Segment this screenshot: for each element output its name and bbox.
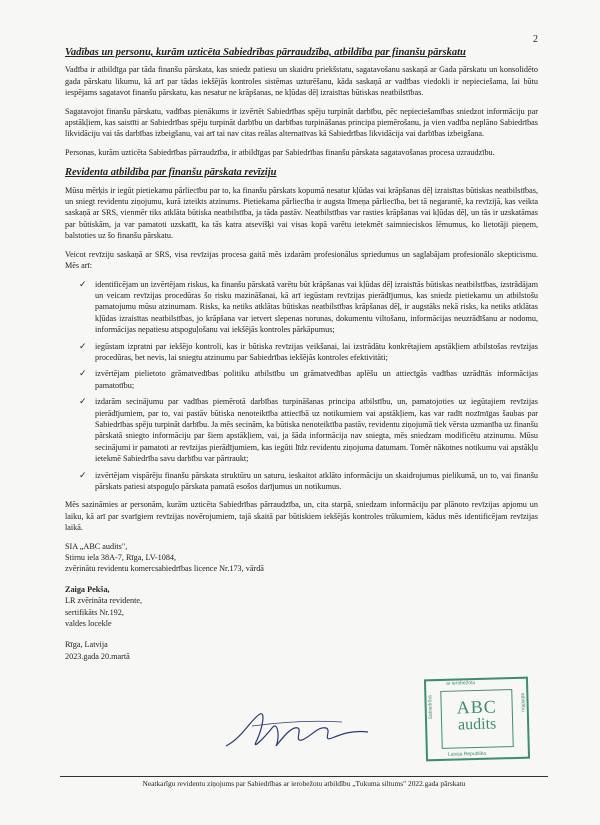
paragraph: Sagatavojot finanšu pārskatu, vadības pienākums ir izvērtēt Sabiedrības spēju turpināt darbību, pēc nepieciešamības sniedzot informāciju par apstākļiem, kas saistīti ar Sabiedrības spēju turpināt darbību un darbības turpināšanas principa piemērošanu, ja vien vadība neplāno Sabiedrības likvidāciju vai tās darbības izbeigšanu, vai arī tai nav citas reālas alternatīvas kā Sabiedrības likvidācija vai darbības izbeigšana.: [65, 106, 538, 139]
company-stamp: [424, 677, 530, 762]
place: Rīga, Latvija: [65, 640, 108, 650]
list-item: ✓ iegūstam izpratni par iekšējo kontroli, kas ir būtiska revīzijas veikšanai, lai izstrādātu konkrētajiem apstākļiem atbilstošas revīzijas procedūras, bet nevis, lai sniegtu atzinumu par Sabiedrības iekšējās kontroles efektivitāti;: [79, 340, 538, 362]
paragraph: Veicot revīziju saskaņā ar SRS, visa revīzijas procesa gaitā mēs izdarām profesionālus spriedumus un saglabājam profesionālo skepticismu. Mēs arī:: [65, 249, 538, 271]
footer-divider: [60, 776, 548, 777]
paragraph: Mūsu mērķis ir iegūt pietiekamu pārliecību par to, ka finanšu pārskats kopumā nesatur kļūdas vai krāpšanas dēļ izraisītas būtiskas neatbilstības, un sniegt revidentu ziņojumu, kurā izteikts atzinums. Pietiekama pārliecība ir augsta līmeņa pārliecība, bet tā negarantē, ka revīzijā, kas veikta saskaņā ar SRS, vienmēr tiks atklāta būtiska neatbilstība, ja tāda pastāv. Neatbilstības var rasties krāpšanas vai kļūdas dēļ, un tās ir uzskatāmas par būtiskām, ja var pamatoti uzskatīt, ka tās katra atsevišķi vai visas kopā varētu ietekmēt saimnieciskos lēmumus, ko lietotāji pieņem, balstoties uz šo finanšu pārskatu.: [65, 185, 538, 241]
firm-block: [65, 541, 538, 575]
stamp-bottom-text: Latvija Republika: [447, 750, 487, 758]
checkmark-icon: ✓: [79, 278, 87, 289]
auditor-role: valdes locekle: [65, 619, 112, 629]
paragraph: Mēs sazināmies ar personām, kurām uzticēta Sabiedrības pārraudzība, un, cita starpā, sniedzam informāciju par plānoto revīzijas apjomu un laiku, kā arī par svarīgiem revīzijas novērojumiem, tajā skaitā par būtiskiem iekšējās kontroles trūkumiem, kādus mēs identificējam revīzijas laikā.: [65, 500, 538, 533]
checkmark-icon: ✓: [79, 340, 87, 351]
stamp-inner: [440, 689, 513, 749]
responsibility-list: [65, 279, 538, 493]
section-heading-management: Vadības un personu, kurām uzticēta Sabiedrības pārraudzība, atbildība par finanšu pārskatu: [65, 47, 466, 58]
stamp-left-text: Sabiedrība: [427, 695, 434, 720]
list-item: ✓ izvērtējam vispārēju finanšu pārskata struktūru un saturu, ieskaitot atklāto informāciju un skaidrojumus pielikumā, un to, vai finanšu pārskats patiesi atspoguļo pārskata pamatā esošos darījumus un notikumus.: [79, 469, 538, 491]
stamp-main-text: ABC: [456, 696, 497, 718]
date: 2023.gada 20.martā: [65, 651, 130, 661]
paragraph: Personas, kurām uzticēta Sabiedrības pārraudzība, ir atbildīgas par Sabiedrības finanšu pārskata sagatavošanas procesa uzraudzību.: [65, 147, 495, 157]
section-heading-auditor: Revidenta atbildība par finanšu pārskata revīziju: [65, 167, 277, 179]
report-body: [65, 47, 538, 662]
stamp-right-text: atbildību: [519, 692, 526, 712]
page-footer: Neatkarīgu revidentu ziņojums par Sabiedrības ar ierobežotu atbildību „Tukuma siltums" 2022.gada pārskatu: [142, 779, 466, 788]
auditor-certificate: sertifikāts Nr.192,: [65, 607, 124, 617]
page-number: 2: [533, 34, 538, 45]
auditor-name: Zaiga Pekša,: [65, 584, 110, 594]
firm-licence: zvērinātu revidentu komercsabiedrības licence Nr.173, vārdā: [65, 564, 264, 574]
stamp-sub-text: audits: [457, 715, 497, 734]
place-date-block: [65, 639, 538, 662]
signature-icon: [222, 708, 372, 754]
firm-address: Stirnu iela 38A-7, Rīga, LV-1084,: [65, 553, 177, 563]
auditor-block: [65, 584, 538, 630]
firm-name: SIA „ABC audits",: [65, 541, 128, 551]
checkmark-icon: ✓: [79, 368, 87, 379]
checkmark-icon: ✓: [79, 396, 87, 407]
list-item: ✓ izvērtējam pielietoto grāmatvedības politiku atbilstību un grāmatvedības aplēšu un attiecīgās vadības uzrādītās informācijas pamatotību;: [79, 368, 538, 390]
stamp-top-text: ar ierobežotu: [445, 680, 476, 687]
list-item: ✓ izdarām secinājumu par vadības piemērotā darbības turpināšanas principa atbilstību, un, pamatojoties uz iegūtajiem revīzijas pierādījumiem, par to, vai pastāv būtiska nenoteiktība attiecībā uz notikumiem vai apstākļiem, kas var radīt nozīmīgas šaubas par Sabiedrības spēju turpināt darbību. Ja mēs secinām, ka būtiska nenoteiktība pastāv, revidentu ziņojumā tiek vērsta uzmanība uz finanšu pārskatā sniegto informāciju par šiem apstākļiem, vai, ja šāda informācija nav sniegta, mēs sniedzam modificētu atzinumu. Mūsu secinājumi ir pamatoti ar revīzijas pierādījumiem, kas iegūti līdz revidentu ziņojuma datumam. Tomēr nākotnes notikumu vai apstākļu ietekmē Sabiedrība savu darbību var pārtraukt;: [79, 396, 538, 464]
list-item: ✓ identificējam un izvērtējam riskus, ka finanšu pārskatā varētu būt krāpšanas vai kļūdas dēļ izraisītās būtiskas neatbilstības, izstrādājam un veicam revīzijas procedūras šo risku mazināšanai, kā arī iegūstam revīzijas pierādījumus, kas sniedz pietiekamu un atbilstošu pamatojumu mūsu atzinumam. Risks, ka netiks atklātas būtiskas neatbilstības krāpšanas dēļ, ir augstāks nekā risks, ka netiks atklātas kļūdas izraisītas neatbilstības, jo krāpšana var ietvert slepenas norunas, dokumentu viltošanu, informācijas neuzrādīšanu ar nodomu, informācijas nepatiesu atspoguļošanu vai iekšējās kontroles pārkāpumus;: [79, 278, 538, 335]
paragraph: Vadība ir atbildīga par tāda finanšu pārskata, kas sniedz patiesu un skaidru priekšstatu, sagatavošanu saskaņā ar Gada pārskatu un konsolidēto gada pārskatu likumu, kā arī par tādas iekšējās kontroles sistēmas uzturēšanu, kāda saskaņā ar vadības viedokli ir nepieciešama, lai būtu iespējams sagatavot finanšu pārskatu, kas nesatur ne krāpšanas, ne kļūdas dēļ izraisītas būtiskas neatbilstības.: [65, 65, 538, 98]
auditor-title: LR zvērināta revidente,: [65, 596, 143, 606]
checkmark-icon: ✓: [79, 469, 87, 480]
